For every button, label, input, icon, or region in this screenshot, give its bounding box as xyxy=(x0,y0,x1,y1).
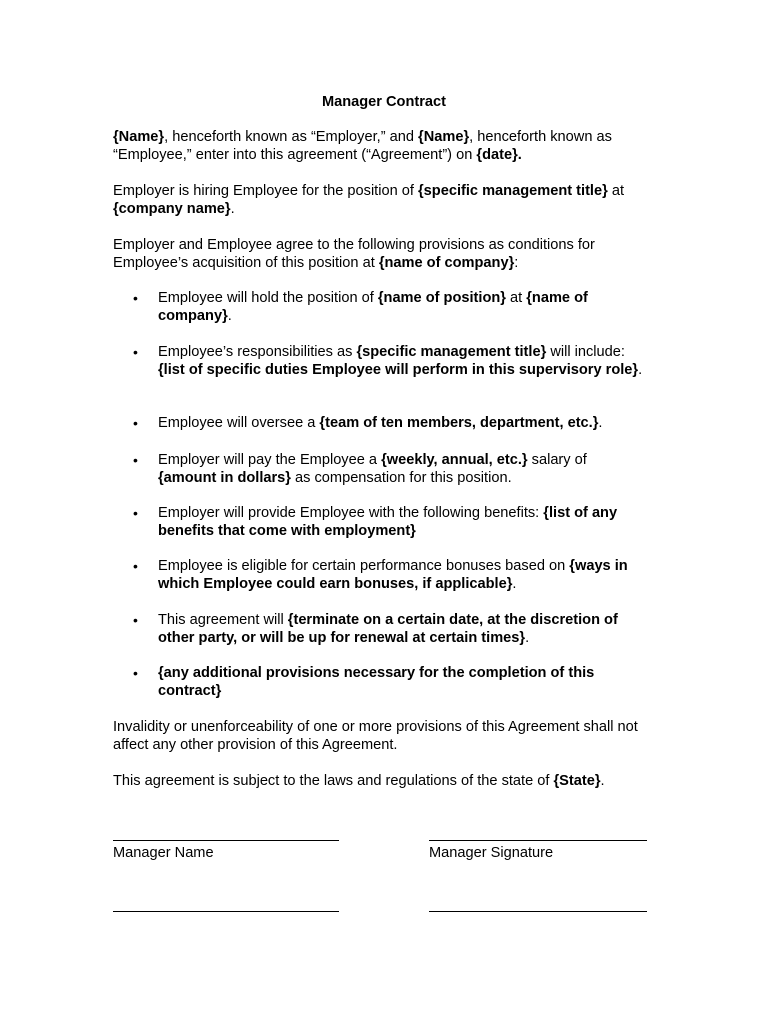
placeholder-text: {company name} xyxy=(113,201,231,217)
text-run: . xyxy=(600,773,605,789)
text-run: , henceforth known as “Employer,” and xyxy=(164,129,419,145)
text-run: , henceforth known as “Employee,” enter into this agreement (“Agreement”) on xyxy=(113,129,612,163)
text-run: . xyxy=(598,415,603,431)
text-run: . xyxy=(227,308,232,324)
text-run: at xyxy=(505,290,527,306)
signature-line-2-left xyxy=(113,911,339,912)
document-title: Manager Contract xyxy=(321,94,447,110)
text-run: Employer will pay the Employee a xyxy=(158,452,382,468)
placeholder-text: {Name} xyxy=(113,129,165,145)
provision-item xyxy=(113,289,648,325)
governing-law-paragraph xyxy=(113,772,648,790)
placeholder-text: {Name} xyxy=(418,129,470,145)
text-run: . xyxy=(230,201,235,217)
provision-text xyxy=(158,344,642,378)
text-run: Employee will hold the position of xyxy=(158,290,378,306)
bullet-icon: • xyxy=(133,452,138,468)
text-run: This agreement will xyxy=(158,612,288,628)
placeholder-text: {any additional provisions necessary for the completion of this contract} xyxy=(158,665,595,699)
text-run: : xyxy=(514,255,519,271)
provision-text xyxy=(158,505,617,539)
bullet-icon: • xyxy=(133,344,138,360)
provision-text xyxy=(158,290,588,324)
bullet-icon: • xyxy=(133,505,138,521)
placeholder-text: {terminate on a certain date, at the discretion of other party, or will be up for renewal at certain times} xyxy=(158,612,618,646)
provision-text xyxy=(158,665,594,699)
placeholder-text: {name of position} xyxy=(377,290,506,306)
provision-item xyxy=(113,557,648,593)
hiring-text xyxy=(113,182,648,218)
provision-item xyxy=(113,414,648,432)
bullet-icon: • xyxy=(133,665,138,681)
text-run: . xyxy=(525,630,530,646)
intro-text xyxy=(113,128,648,164)
bullet-icon: • xyxy=(133,415,138,431)
severability-paragraph xyxy=(113,718,648,754)
provision-item xyxy=(113,343,648,379)
text-run: as compensation for this position. xyxy=(290,470,512,486)
signature-line-signature xyxy=(429,840,647,841)
provision-item xyxy=(113,664,648,700)
placeholder-text: {amount in dollars} xyxy=(158,470,291,486)
signature-line-name xyxy=(113,840,339,841)
text-run: Employer will provide Employee with the following benefits: xyxy=(158,505,544,521)
text-run: This agreement is subject to the laws and regulations of the state of xyxy=(113,773,554,789)
text-run: . xyxy=(638,362,643,378)
placeholder-text: {specific management title} xyxy=(418,183,608,199)
bullet-icon: • xyxy=(133,612,138,628)
manager-name-label: Manager Name xyxy=(113,845,214,861)
text-run: Employer is hiring Employee for the position of xyxy=(113,183,418,199)
placeholder-text: {team of ten members, department, etc.} xyxy=(319,415,599,431)
placeholder-text: {date}. xyxy=(476,147,522,163)
signature-line-2-right xyxy=(429,911,647,912)
bullet-icon: • xyxy=(133,290,138,306)
text-run: at xyxy=(607,183,625,199)
governing-law-text xyxy=(113,772,648,790)
placeholder-text: {list of specific duties Employee will perform in this supervisory role} xyxy=(158,362,639,378)
conditions-paragraph xyxy=(113,236,648,272)
placeholder-text: {name of company} xyxy=(158,290,588,324)
text-run: Employer and Employee agree to the following provisions as conditions for Employee’s acquisition of this position at xyxy=(113,237,595,271)
hiring-paragraph xyxy=(113,182,648,218)
provision-text xyxy=(158,452,587,486)
intro-paragraph xyxy=(113,128,648,164)
placeholder-text: {weekly, annual, etc.} xyxy=(381,452,528,468)
provision-item xyxy=(113,611,648,647)
text-run: salary of xyxy=(527,452,587,468)
provision-text xyxy=(158,415,602,431)
provision-item xyxy=(113,451,648,487)
severability-text: Invalidity or unenforceability of one or more provisions of this Agreement shall not affect any other provision of this Agreement. xyxy=(113,719,638,753)
placeholder-text: {list of any benefits that come with employment} xyxy=(158,505,618,539)
placeholder-text: {specific management title} xyxy=(356,344,547,360)
manager-signature-label: Manager Signature xyxy=(429,845,554,861)
text-run: . xyxy=(512,576,517,592)
provision-text xyxy=(158,612,618,646)
bullet-icon: • xyxy=(133,558,138,574)
placeholder-text: {ways in which Employee could earn bonuses, if applicable} xyxy=(158,558,628,592)
placeholder-text: {name of company} xyxy=(378,255,515,271)
conditions-text xyxy=(113,236,648,272)
text-run: Employee’s responsibilities as xyxy=(158,344,357,360)
provision-text xyxy=(158,558,628,592)
placeholder-text: {State} xyxy=(553,773,601,789)
text-run: will include: xyxy=(546,344,625,360)
provision-item xyxy=(113,504,648,540)
text-run: Employee will oversee a xyxy=(158,415,320,431)
text-run: Employee is eligible for certain performance bonuses based on xyxy=(158,558,570,574)
